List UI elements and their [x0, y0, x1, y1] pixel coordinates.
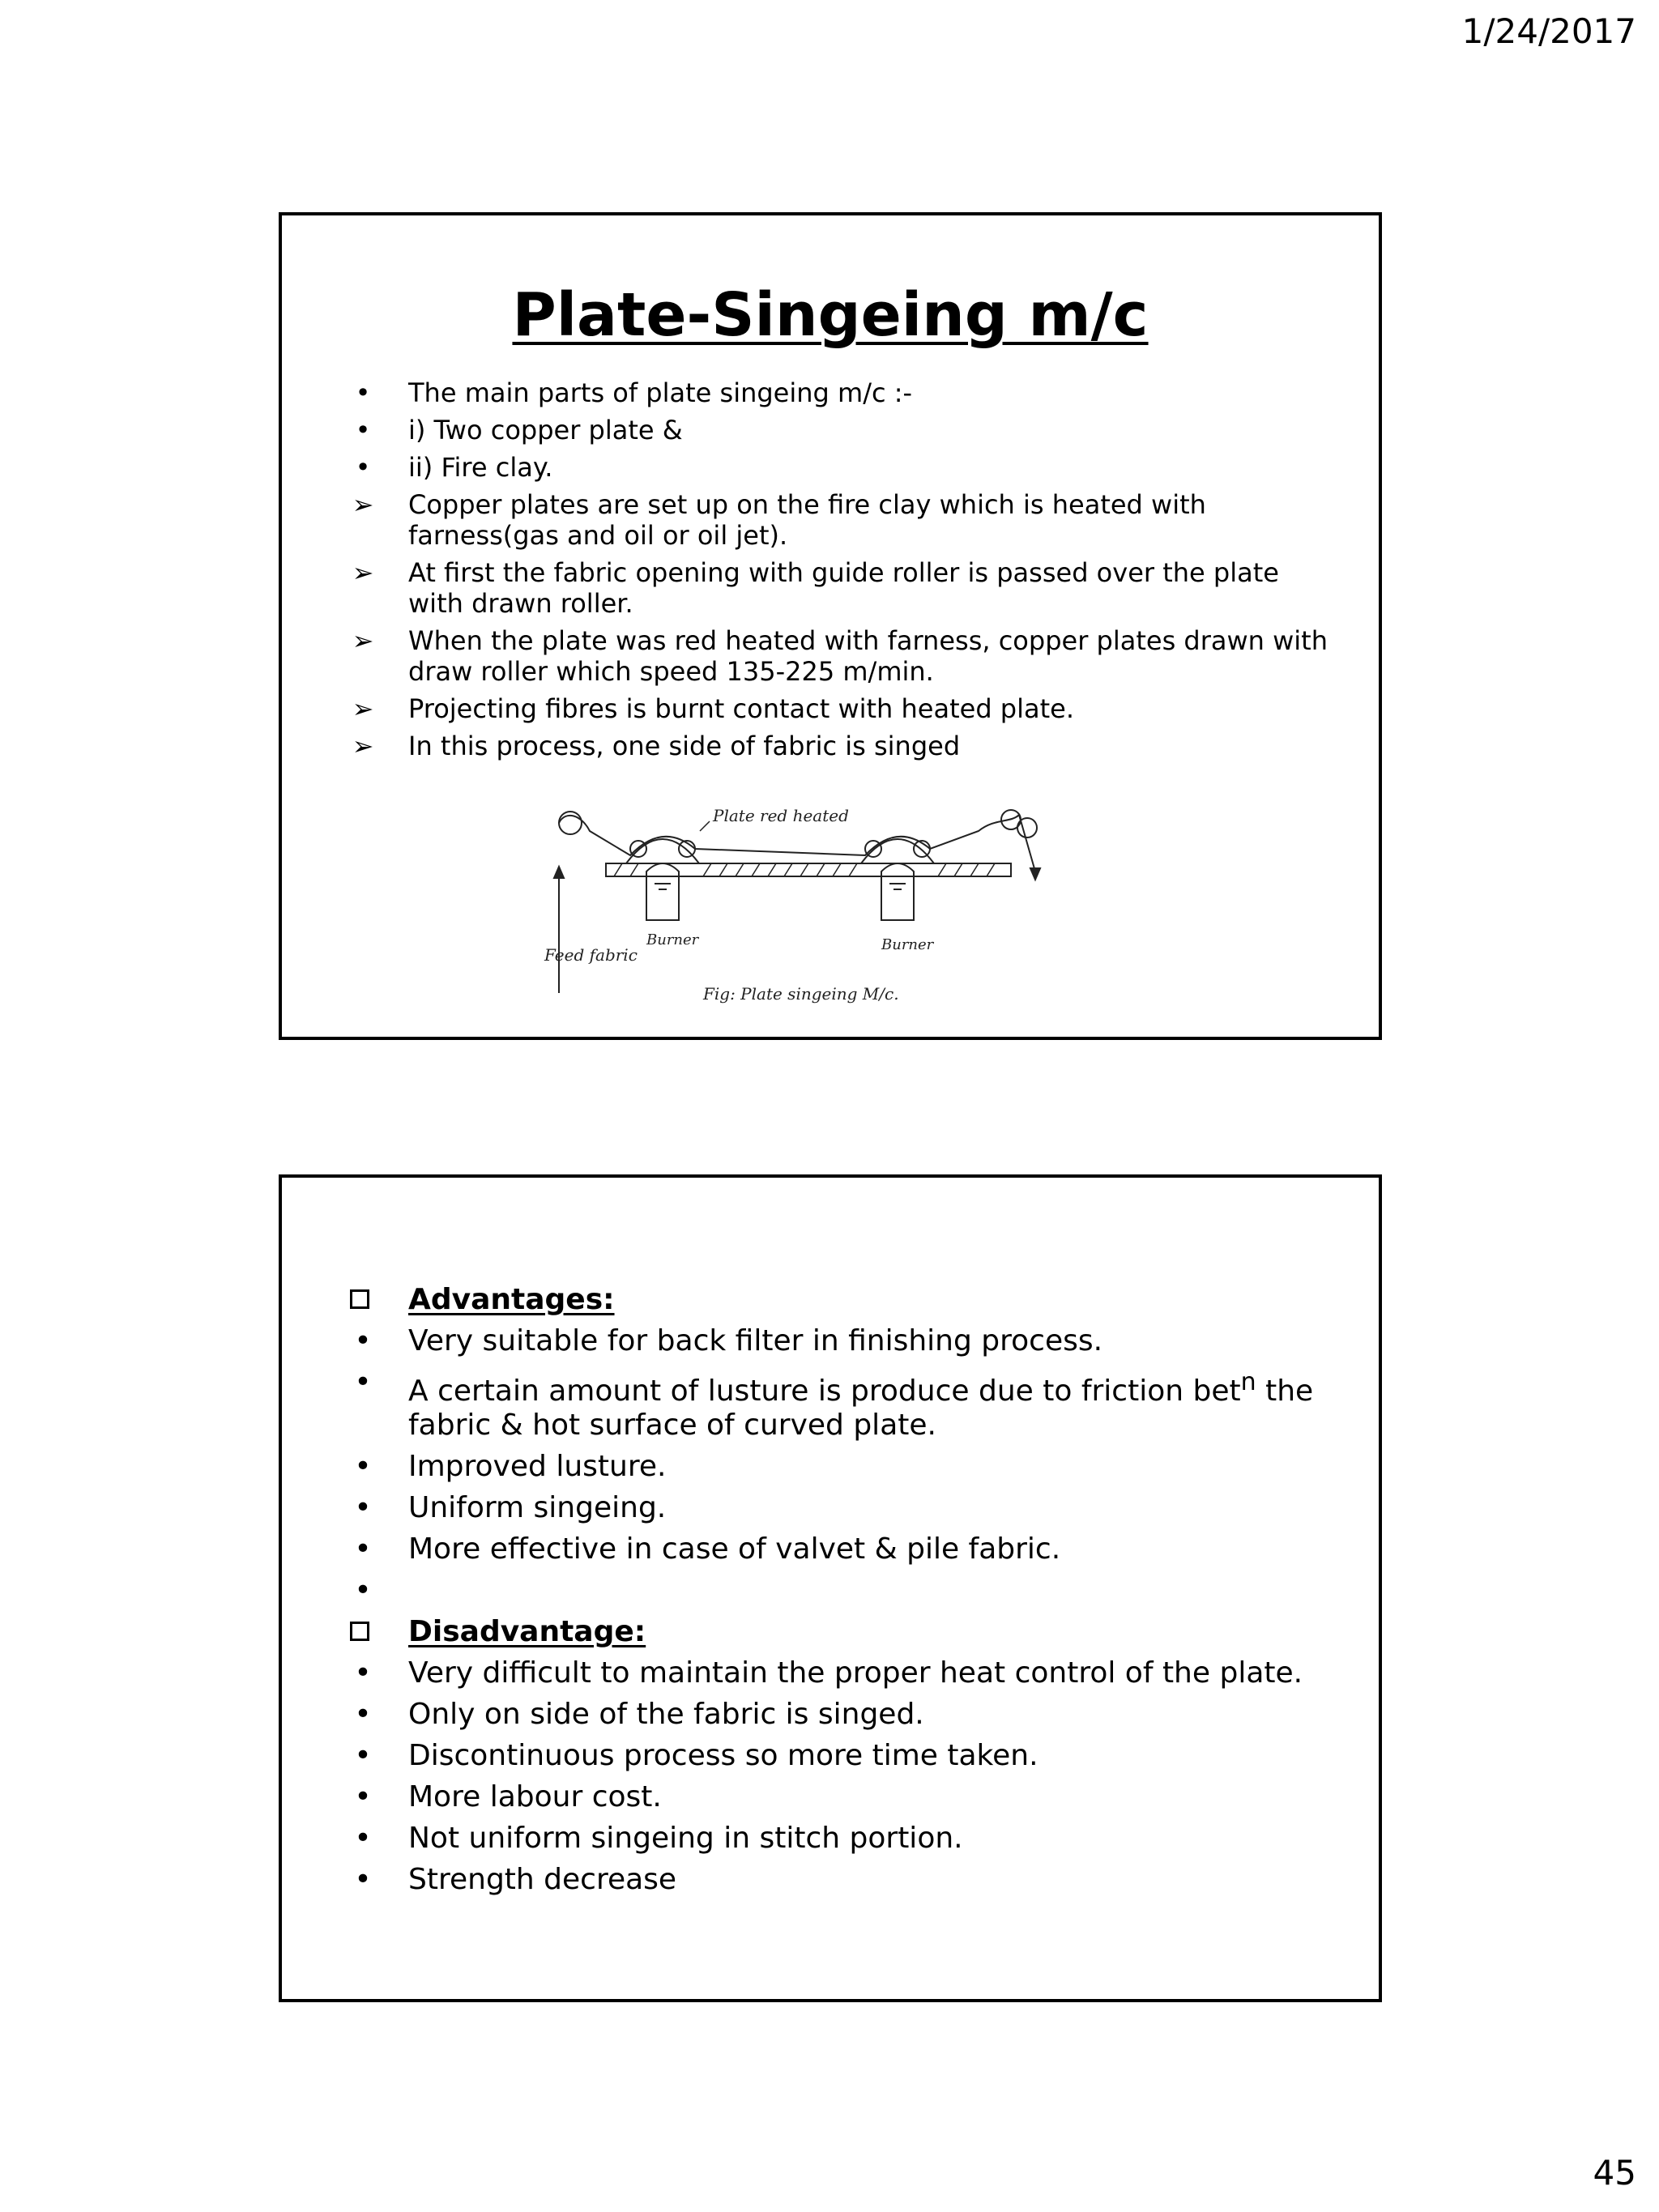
arrow-bullet-marker: ➢ [352, 489, 374, 520]
list-item-text: Very suitable for back filter in finishing process. [408, 1324, 1103, 1357]
bullet-marker: • [354, 1780, 372, 1813]
exit-arrow-icon [1030, 868, 1040, 880]
list-item-text: ii) Fire clay. [408, 452, 553, 483]
arrow-bullet-marker: ➢ [352, 557, 374, 588]
list-item [347, 452, 1330, 483]
list-item-text: In this process, one side of fabric is singed [408, 731, 961, 761]
burner-right [881, 863, 914, 920]
section-heading-disadvantages [347, 1615, 1330, 1649]
exit-line [1019, 815, 1035, 872]
arrow-bullet-marker: ➢ [352, 625, 374, 656]
roller [630, 841, 646, 857]
list-item [347, 1656, 1330, 1690]
list-item-text: The main parts of plate singeing m/c :- [408, 377, 913, 408]
page-date: 1/24/2017 [1461, 11, 1636, 51]
label-plate-red-heated: Plate red heated [713, 806, 849, 825]
bullet-marker: • [354, 1450, 372, 1483]
list-item [347, 415, 1330, 445]
list-item [347, 1366, 1330, 1443]
list-item-text: Uniform singeing. [408, 1491, 667, 1524]
list-item [347, 1863, 1330, 1897]
superscript: n [1240, 1368, 1256, 1396]
list-item [347, 489, 1330, 551]
list-item-text: Very difficult to maintain the proper heat control of the plate. [408, 1656, 1303, 1690]
advantages-heading: Advantages: [408, 1283, 615, 1316]
advantages-disadvantages-list [347, 1283, 1330, 1904]
list-item [347, 1780, 1330, 1814]
list-item-text: More effective in case of valvet & pile fabric. [408, 1532, 1061, 1566]
roller [865, 841, 881, 857]
list-item [347, 1739, 1330, 1773]
list-item-text: More labour cost. [408, 1780, 662, 1813]
list-item [347, 377, 1330, 408]
list-item [347, 557, 1330, 619]
label-burner-right: Burner [881, 936, 934, 953]
section-heading-advantages [347, 1283, 1330, 1317]
list-item-text: A certain amount of lusture is produce due to friction bet$^n$ the fabric & hot surface of curved plate. [408, 1368, 1314, 1442]
list-item [347, 1822, 1330, 1856]
list-item [347, 625, 1330, 687]
bullet-marker: • [354, 1698, 372, 1731]
bullet-marker: • [354, 1822, 372, 1855]
bullet-marker: • [354, 1324, 372, 1357]
bullet-marker: • [355, 377, 371, 408]
bullet-marker: • [354, 1863, 372, 1896]
bullet-marker: • [355, 415, 371, 445]
label-feed-fabric: Feed fabric [544, 945, 638, 965]
list-item [347, 731, 1330, 761]
diagram-caption: Fig: Plate singeing M/c. [703, 984, 899, 1004]
list-item-empty [347, 1574, 1330, 1608]
arrow-bullet-marker: ➢ [352, 731, 374, 761]
list-item-text: Strength decrease [408, 1863, 677, 1896]
page-number: 45 [1593, 2153, 1636, 2193]
list-item-text: When the plate was red heated with farness, copper plates drawn with draw roller which speed 135-225 m/min. [408, 625, 1328, 687]
burner-left [646, 863, 679, 920]
arrow-bullet-marker: ➢ [352, 693, 374, 724]
slide-advantages-disadvantages [279, 1174, 1382, 2002]
slide-plate-singeing [279, 212, 1382, 1040]
checkbox-square-icon [350, 1622, 369, 1641]
list-item-text: Only on side of the fabric is singed. [408, 1698, 924, 1731]
list-item-text: i) Two copper plate & [408, 415, 683, 445]
checkbox-square-icon [350, 1289, 369, 1309]
list-item-text: Not uniform singeing in stitch portion. [408, 1822, 963, 1855]
disadvantages-heading: Disadvantage: [408, 1615, 646, 1648]
list-item [347, 1532, 1330, 1566]
list-item-text: Projecting fibres is burnt contact with heated plate. [408, 693, 1075, 724]
list-item [347, 1698, 1330, 1732]
list-item [347, 1491, 1330, 1525]
bullet-marker: • [354, 1532, 372, 1566]
list-item [347, 1450, 1330, 1484]
bullet-marker: • [354, 1574, 372, 1607]
list-item [347, 1324, 1330, 1358]
plate-singeing-diagram [541, 799, 1060, 1017]
list-item [347, 693, 1330, 724]
slide-title: Plate-Singeing m/c [512, 280, 1149, 350]
label-burner-left: Burner [646, 931, 699, 948]
bullet-marker: • [354, 1739, 372, 1772]
bullet-marker: • [354, 1491, 372, 1524]
plate-bed [606, 863, 1011, 876]
feed-arrow-icon [554, 867, 564, 878]
bullet-marker: • [355, 452, 371, 483]
bullet-marker: • [354, 1656, 372, 1690]
bullet-marker: • [354, 1366, 372, 1399]
list-item-text: Improved lusture. [408, 1450, 667, 1483]
list-item-text: Discontinuous process so more time taken. [408, 1739, 1038, 1772]
list-item-text: At first the fabric opening with guide roller is passed over the plate with drawn roller. [408, 557, 1279, 619]
parts-list [347, 377, 1330, 768]
list-item-text: Copper plates are set up on the fire clay which is heated with farness(gas and oil or oil jet). [408, 489, 1206, 551]
draw-roller [1017, 818, 1037, 837]
